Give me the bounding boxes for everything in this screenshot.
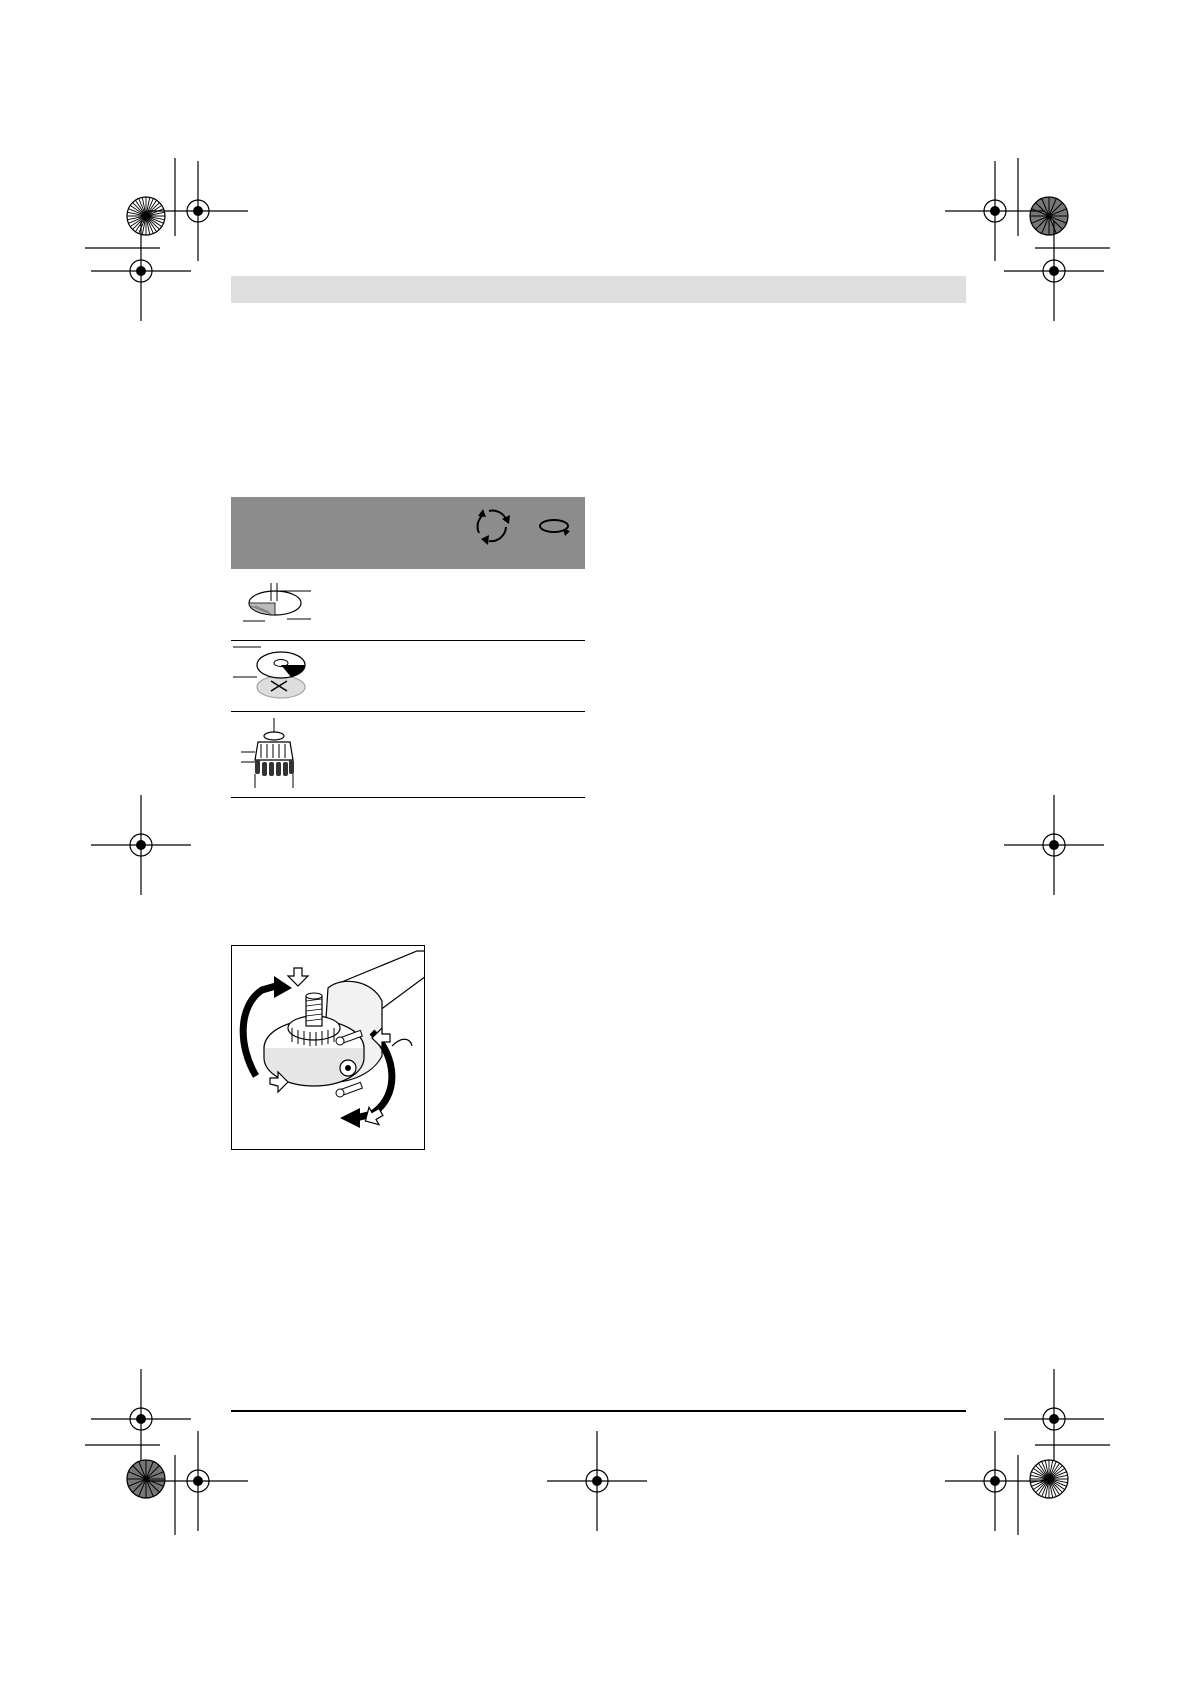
gear-head-figure (231, 945, 425, 1150)
accessory-table (231, 497, 585, 801)
cup-brush-icon (231, 712, 321, 797)
footer-rule (231, 1410, 966, 1412)
table-row (231, 712, 585, 798)
table-row (231, 569, 585, 641)
grinding-disc-icon (231, 569, 321, 639)
gear-head-rotation-illustration (232, 946, 425, 1150)
recycle-arrows-icon (469, 503, 515, 549)
table-header (231, 497, 585, 569)
rotation-direction-icon (537, 515, 573, 539)
table-row (231, 641, 585, 712)
header-bar (231, 276, 966, 303)
sanding-disc-icon (231, 641, 321, 711)
